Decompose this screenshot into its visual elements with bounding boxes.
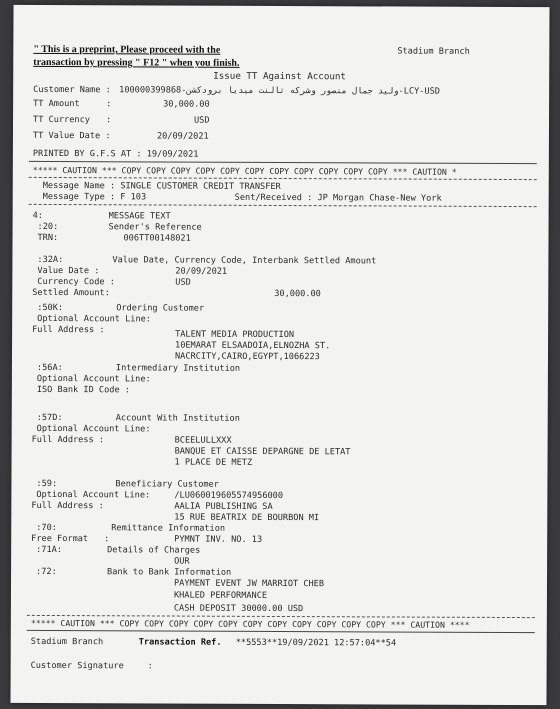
- field-4-code: 4:: [32, 210, 43, 221]
- tt-currency-value: USD: [194, 115, 210, 126]
- tt-value-date-value: 20/09/2021: [156, 131, 209, 142]
- customer-signature-label: Customer Signature: [30, 660, 124, 672]
- copy-caution-banner-bottom: ***** CAUTION *** COPY COPY COPY COPY COPY COPY COPY COPY COPY COPY COPY *** CAUTION ****: [30, 617, 470, 630]
- trn-value: 006TT00148021: [123, 233, 191, 244]
- beneficiary-address-line: 15 RUE BEATRIX DE BOURBON MI: [174, 512, 320, 524]
- field-59-label: Beneficiary Customer: [115, 479, 219, 490]
- optional-account-line-label: Optional Account Line:: [37, 313, 152, 325]
- divider: [29, 204, 537, 207]
- field-56a-label: Intermediary Institution: [115, 363, 241, 374]
- copy-caution-banner-top: ***** CAUTION *** COPY COPY COPY COPY COPY COPY COPY COPY COPY COPY COPY *** CAUTION *: [32, 164, 457, 177]
- field-71a-value: OUR: [174, 556, 190, 567]
- tt-printout-page: [10, 5, 549, 705]
- field-72-label: Bank to Bank Information: [107, 567, 232, 578]
- field-70-code: :70:: [36, 522, 57, 534]
- printed-by-line: PRINTED BY G.F.S AT : 19/09/2021: [32, 148, 199, 160]
- transaction-ref-value: **5553**19/09/2021 12:57:04**54: [235, 637, 397, 649]
- settled-amount-value: 30,000.00: [274, 288, 321, 300]
- customer-name-value: 100000399868-وليد جمال منصور وشركه تالنت ميديا برودكشن-LCY-USD: [119, 85, 440, 97]
- branch-label: Stadium Branch: [397, 46, 470, 57]
- field-57d-label: Account With Institution: [115, 413, 240, 424]
- optional-account-line-label: Optional Account Line:: [36, 373, 151, 385]
- field-20-code: :20:: [37, 221, 59, 233]
- tt-amount-value: 30,000.00: [163, 99, 210, 110]
- beneficiary-account-value: /LU060019605574956000: [174, 490, 284, 502]
- bank-info-line: KHALED PERFORMANCE: [173, 590, 268, 601]
- beneficiary-address-line: AALIA PUBLISHING SA: [174, 501, 273, 512]
- preprint-notice-line1: " This is a preprint, Please proceed with the: [33, 43, 221, 56]
- bank-info-line: CASH DEPOSIT 30000.00 USD: [173, 603, 304, 615]
- ordering-address-line: NACRCITY,CAIRO,EGYPT,1066223: [174, 351, 320, 363]
- field-50k-label: Ordering Customer: [116, 303, 205, 314]
- field-4-label: MESSAGE TEXT: [108, 211, 171, 222]
- divider: [27, 630, 535, 633]
- optional-account-line-label: Optional Account Line:: [36, 489, 151, 501]
- tt-currency-separator: :: [106, 115, 112, 126]
- field-32a-code: :32A:: [37, 254, 64, 266]
- currency-code-label: Currency Code :: [37, 276, 115, 288]
- field-71a-code: :71A:: [36, 544, 63, 556]
- settled-amount-label: Settled Amount:: [32, 287, 110, 299]
- tt-amount-separator: :: [106, 99, 112, 110]
- value-date-label: Value Date :: [37, 265, 100, 277]
- field-57d-code: :57D:: [36, 412, 63, 424]
- full-address-label: Full Address :: [31, 434, 105, 446]
- customer-signature-separator: :: [147, 661, 153, 672]
- field-50k-code: :50K:: [37, 302, 64, 314]
- field-20-label: Sender's Reference: [108, 222, 202, 233]
- iso-bank-code-label: ISO Bank ID Code :: [36, 384, 131, 396]
- divider: [29, 177, 537, 180]
- field-70-label: Remittance Information: [111, 523, 226, 534]
- free-format-value: PYMNT INV. NO. 13: [174, 534, 263, 545]
- transaction-ref-label: Transaction Ref.: [138, 637, 222, 648]
- full-address-label: Full Address :: [32, 324, 105, 336]
- divider: [29, 161, 537, 164]
- trn-label: TRN:: [37, 232, 59, 244]
- document-title: Issue TT Against Account: [213, 70, 347, 83]
- awi-address-line: 1 PLACE DE METZ: [174, 457, 253, 468]
- optional-account-line-label: Optional Account Line:: [36, 423, 151, 435]
- tt-value-date-label: TT Value Date :: [32, 130, 111, 142]
- field-72-code: :72:: [36, 566, 57, 578]
- field-71a-label: Details of Charges: [107, 545, 201, 556]
- field-59-code: :59:: [36, 478, 58, 490]
- free-format-label: Free Format: [31, 533, 89, 545]
- field-32a-label: Value Date, Currency Code, Interbank Settled Amount: [112, 255, 377, 267]
- preprint-notice-line2: transaction by pressing " F12 " when you finish.: [33, 56, 240, 69]
- awi-address-line: BANQUE ET CAISSE DEPARGNE DE LETAT: [174, 446, 351, 458]
- full-address-label: Full Address :: [31, 500, 104, 512]
- customer-name-label: Customer Name :: [33, 84, 111, 96]
- currency-code-value: USD: [175, 277, 191, 288]
- ordering-address-line: TALENT MEDIA PRODUCTION: [175, 329, 295, 341]
- message-type: Message Type : F 103: [42, 191, 147, 203]
- ordering-address-line: 10EMARAT ELSAADOIA,ELNOZHA ST.: [175, 340, 331, 352]
- sent-received: Sent/Received : JP Morgan Chase-New York: [234, 192, 442, 204]
- tt-amount-label: TT Amount: [33, 98, 80, 110]
- free-format-separator: :: [104, 534, 110, 545]
- awi-address-line: BCEELULLXXX: [174, 435, 232, 446]
- tt-currency-label: TT Currency: [33, 114, 90, 126]
- bank-info-line: PAYMENT EVENT JW MARRIOT CHEB: [173, 578, 325, 590]
- field-56a-code: :56A:: [36, 362, 63, 374]
- message-name: Message Name : SINGLE CUSTOMER CREDIT TRANSFER: [42, 180, 281, 193]
- footer-branch-label: Stadium Branch: [30, 636, 104, 648]
- value-date-value: 20/09/2021: [175, 266, 228, 277]
